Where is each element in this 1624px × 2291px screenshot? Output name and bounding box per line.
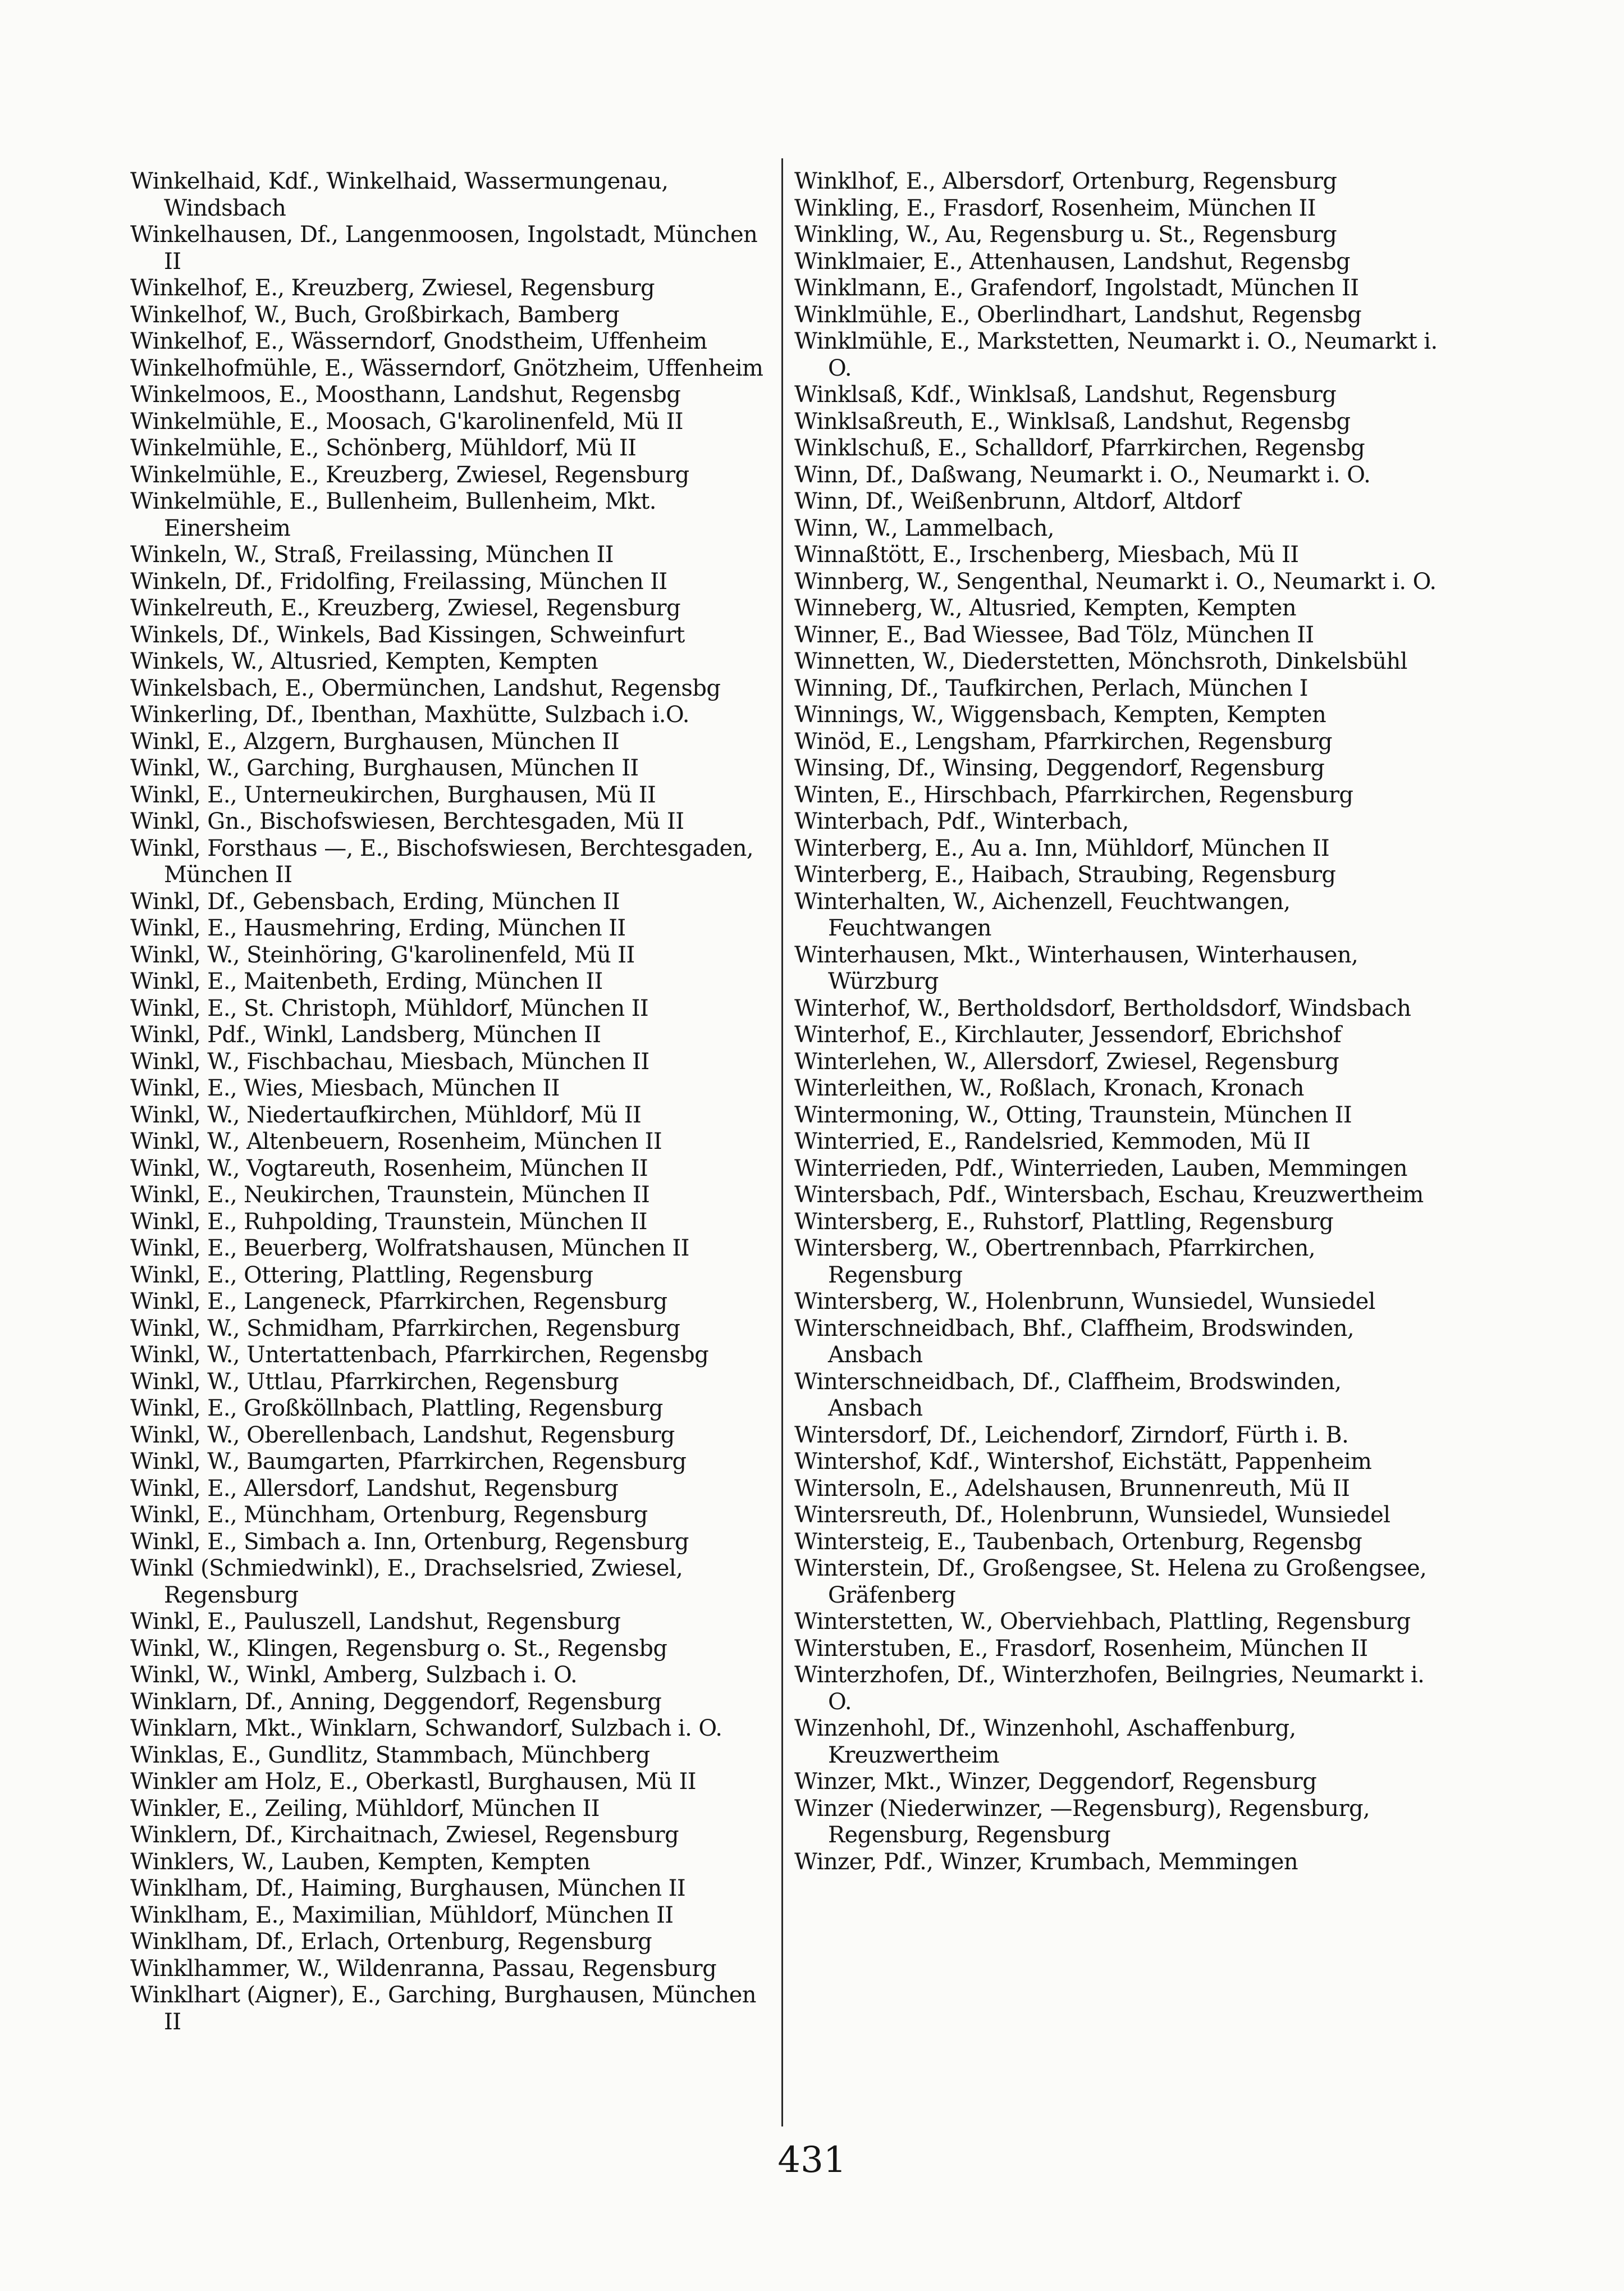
- gazetteer-entry: Wintersdorf, Df., Leichendorf, Zirndorf, Fürth i. B.: [794, 1422, 1349, 1448]
- gazetteer-entry: Winkelhaid, Kdf., Winkelhaid, Wassermungenau, Windsbach: [130, 168, 669, 221]
- gazetteer-entry: Winkl, W., Steinhöring, G'karolinenfeld, Mü II: [130, 942, 635, 968]
- gazetteer-entry: Winterschneidbach, Df., Claffheim, Brodswinden, Ansbach: [794, 1368, 1342, 1421]
- gazetteer-entry: Wintersbach, Pdf., Wintersbach, Eschau, Kreuzwertheim: [794, 1182, 1424, 1208]
- gazetteer-entry: Winterschneidbach, Bhf., Claffheim, Brodswinden, Ansbach: [794, 1315, 1355, 1368]
- gazetteer-entry: Winklham, Df., Erlach, Ortenburg, Regensburg: [130, 1929, 652, 1955]
- gazetteer-entry: Winkelhof, E., Kreuzberg, Zwiesel, Regensburg: [130, 275, 655, 301]
- gazetteer-entry: Winklarn, Mkt., Winklarn, Schwandorf, Sulzbach i. O.: [130, 1715, 722, 1741]
- gazetteer-entry: Winterhalten, W., Aichenzell, Feuchtwangen, Feuchtwangen: [794, 888, 1291, 941]
- gazetteer-entry: Wintersteig, E., Taubenbach, Ortenburg, Regensbg: [794, 1528, 1362, 1555]
- page-number: 431: [777, 2139, 847, 2181]
- gazetteer-entry: Wintersberg, E., Ruhstorf, Plattling, Regensburg: [794, 1208, 1334, 1235]
- left-column: [130, 168, 776, 2036]
- gazetteer-entry: Winklmühle, E., Oberlindhart, Landshut, Regensbg: [794, 302, 1362, 328]
- gazetteer-entry: Winnings, W., Wiggensbach, Kempten, Kempten: [794, 702, 1326, 728]
- gazetteer-entry: Winterstetten, W., Oberviehbach, Plattling, Regensburg: [794, 1609, 1411, 1635]
- gazetteer-entry: Winnetten, W., Diederstetten, Mönchsroth, Dinkelsbühl: [794, 649, 1407, 674]
- gazetteer-entry: Winkelmühle, E., Bullenheim, Bullenheim, Mkt. Einersheim: [130, 489, 656, 541]
- gazetteer-entry: Winklers, W., Lauben, Kempten, Kempten: [130, 1849, 591, 1875]
- gazetteer-entry: Winkeln, W., Straß, Freilassing, München II: [130, 542, 614, 568]
- gazetteer-entry: Winkelhausen, Df., Langenmoosen, Ingolstadt, München II: [130, 222, 758, 275]
- gazetteer-entry: Winkelhofmühle, E., Wässerndorf, Gnötzheim, Uffenheim: [130, 355, 763, 381]
- gazetteer-entry: Winterstein, Df., Großengsee, St. Helena zu Großengsee, Gräfenberg: [794, 1555, 1427, 1608]
- gazetteer-entry: Winterberg, E., Au a. Inn, Mühldorf, München II: [794, 835, 1330, 861]
- gazetteer-entry: Winkl, W., Schmidham, Pfarrkirchen, Regensburg: [130, 1315, 680, 1341]
- gazetteer-entry: Winzer, Mkt., Winzer, Deggendorf, Regensburg: [794, 1769, 1317, 1795]
- gazetteer-entry: Winkl (Schmiedwinkl), E., Drachselsried, Zwiesel, Regensburg: [130, 1555, 683, 1608]
- gazetteer-entry: Winterbach, Pdf., Winterbach,: [794, 809, 1129, 834]
- gazetteer-entry: Winöd, E., Lengsham, Pfarrkirchen, Regensburg: [794, 728, 1332, 755]
- gazetteer-entry: Winkelmühle, E., Schönberg, Mühldorf, Mü II: [130, 435, 637, 461]
- gazetteer-entry: Winklas, E., Gundlitz, Stammbach, Münchberg: [130, 1742, 650, 1768]
- gazetteer-entry: Winklhof, E., Albersdorf, Ortenburg, Regensburg: [794, 168, 1337, 194]
- gazetteer-entry: Winkl, W., Garching, Burghausen, München II: [130, 755, 639, 781]
- gazetteer-entry: Winkl, W., Untertattenbach, Pfarrkirchen, Regensbg: [130, 1342, 709, 1368]
- gazetteer-entry: Winkl, E., Alzgern, Burghausen, München II: [130, 728, 619, 755]
- gazetteer-entry: Winkelsbach, E., Obermünchen, Landshut, Regensbg: [130, 675, 721, 701]
- gazetteer-entry: Winkelreuth, E., Kreuzberg, Zwiesel, Regensburg: [130, 595, 680, 621]
- gazetteer-entry: Winkl, W., Uttlau, Pfarrkirchen, Regensburg: [130, 1368, 619, 1395]
- gazetteer-entry: Winkl, W., Vogtareuth, Rosenheim, München II: [130, 1155, 648, 1181]
- gazetteer-entry: Winkl, E., Pauluszell, Landshut, Regensburg: [130, 1609, 621, 1635]
- gazetteer-entry: Winkl, Pdf., Winkl, Landsberg, München II: [130, 1022, 601, 1048]
- gazetteer-entry: Winkl, E., Großköllnbach, Plattling, Regensburg: [130, 1395, 663, 1421]
- gazetteer-entry: Winklarn, Df., Anning, Deggendorf, Regensburg: [130, 1688, 662, 1715]
- gazetteer-entry: Winterrieden, Pdf., Winterrieden, Lauben, Memmingen: [794, 1155, 1407, 1181]
- gazetteer-entry: Winkl, W., Oberellenbach, Landshut, Regensburg: [130, 1422, 675, 1448]
- gazetteer-entry: Winkl, W., Winkl, Amberg, Sulzbach i. O.: [130, 1662, 578, 1688]
- gazetteer-entry: Winkler, E., Zeiling, Mühldorf, München II: [130, 1795, 600, 1822]
- gazetteer-entry: Winkl, W., Klingen, Regensburg o. St., Regensbg: [130, 1635, 667, 1662]
- gazetteer-entry: Winn, Df., Weißenbrunn, Altdorf, Altdorf: [794, 489, 1241, 514]
- gazetteer-entry: Winning, Df., Taufkirchen, Perlach, München I: [794, 675, 1308, 701]
- gazetteer-entry: Winterzhofen, Df., Winterzhofen, Beilngries, Neumarkt i. O.: [794, 1662, 1425, 1715]
- gazetteer-entry: Winterberg, E., Haibach, Straubing, Regensburg: [794, 862, 1336, 888]
- gazetteer-entry: Winkelmühle, E., Kreuzberg, Zwiesel, Regensburg: [130, 462, 689, 488]
- gazetteer-entry: Winneberg, W., Altusried, Kempten, Kempten: [794, 595, 1297, 621]
- gazetteer-entry: Winklham, Df., Haiming, Burghausen, München II: [130, 1875, 686, 1901]
- gazetteer-entry: Winkl, E., Unterneukirchen, Burghausen, Mü II: [130, 782, 656, 808]
- gazetteer-entry: Winkl, W., Niedertaufkirchen, Mühldorf, Mü II: [130, 1102, 642, 1128]
- gazetteer-entry: Winkl, E., Allersdorf, Landshut, Regensburg: [130, 1475, 619, 1502]
- gazetteer-entry: Winklhart (Aigner), E., Garching, Burghausen, München II: [130, 1982, 756, 2035]
- gazetteer-entry: Winkl, E., Beuerberg, Wolfratshausen, München II: [130, 1235, 689, 1261]
- gazetteer-entry: Winterried, E., Randelsried, Kemmoden, Mü II: [794, 1129, 1311, 1154]
- gazetteer-entry: Winnberg, W., Sengenthal, Neumarkt i. O., Neumarkt i. O.: [794, 568, 1437, 595]
- gazetteer-entry: Winsing, Df., Winsing, Deggendorf, Regensburg: [794, 755, 1325, 781]
- gazetteer-entry: Winkels, Df., Winkels, Bad Kissingen, Schweinfurt: [130, 622, 685, 648]
- gazetteer-entry: Wintersreuth, Df., Holenbrunn, Wunsiedel, Wunsiedel: [794, 1502, 1390, 1528]
- gazetteer-entry: Winkl, Forsthaus —, E., Bischofswiesen, Berchtesgaden, München II: [130, 835, 754, 888]
- gazetteer-entry: Winterleithen, W., Roßlach, Kronach, Kronach: [794, 1075, 1304, 1101]
- gazetteer-entry: Winkelmühle, E., Moosach, G'karolinenfeld, Mü II: [130, 408, 684, 435]
- gazetteer-entry: Winterhausen, Mkt., Winterhausen, Winterhausen, Würzburg: [794, 942, 1358, 994]
- gazetteer-entry: Winklmann, E., Grafendorf, Ingolstadt, München II: [794, 275, 1359, 301]
- gazetteer-entry: Winner, E., Bad Wiessee, Bad Tölz, München II: [794, 622, 1314, 648]
- gazetteer-entry: Winkl, E., Ruhpolding, Traunstein, München II: [130, 1208, 647, 1235]
- gazetteer-entry: Winkerling, Df., Ibenthan, Maxhütte, Sulzbach i.O.: [130, 702, 689, 728]
- gazetteer-entry: Winkl, E., Neukirchen, Traunstein, München II: [130, 1182, 650, 1208]
- gazetteer-entry: Wintersoln, E., Adelshausen, Brunnenreuth, Mü II: [794, 1475, 1350, 1502]
- gazetteer-entry: Winkelhof, E., Wässerndorf, Gnodstheim, Uffenheim: [130, 328, 707, 354]
- gazetteer-entry: Winkels, W., Altusried, Kempten, Kempten: [130, 649, 598, 674]
- gazetteer-entry: Winkl, E., Ottering, Plattling, Regensburg: [130, 1262, 593, 1288]
- gazetteer-entry: Wintershof, Kdf., Wintershof, Eichstätt, Pappenheim: [794, 1449, 1372, 1475]
- column-divider: [781, 158, 783, 2126]
- gazetteer-entry: Winklsaß, Kdf., Winklsaß, Landshut, Regensburg: [794, 382, 1337, 408]
- gazetteer-entry: Winkl, E., Langeneck, Pfarrkirchen, Regensburg: [130, 1289, 667, 1315]
- gazetteer-entry: Winzer, Pdf., Winzer, Krumbach, Memmingen: [794, 1849, 1298, 1875]
- gazetteer-entry: Winkelhof, W., Buch, Großbirkach, Bamberg: [130, 302, 619, 328]
- gazetteer-entry: Wintersberg, W., Holenbrunn, Wunsiedel, Wunsiedel: [794, 1289, 1375, 1315]
- gazetteer-entry: Winkelmoos, E., Moosthann, Landshut, Regensbg: [130, 382, 681, 408]
- gazetteer-entry: Winklschuß, E., Schalldorf, Pfarrkirchen, Regensbg: [794, 435, 1365, 461]
- gazetteer-entry: Winterstuben, E., Frasdorf, Rosenheim, München II: [794, 1635, 1368, 1662]
- gazetteer-entry: Winzer (Niederwinzer, —Regensburg), Regensburg, Regensburg, Regensburg: [794, 1795, 1370, 1848]
- gazetteer-entry: Winkl, E., Hausmehring, Erding, München II: [130, 915, 626, 941]
- gazetteer-entry: Winkling, W., Au, Regensburg u. St., Regensburg: [794, 222, 1337, 248]
- gazetteer-entry: Winn, W., Lammelbach,: [794, 515, 1054, 541]
- gazetteer-entry: Winkl, W., Baumgarten, Pfarrkirchen, Regensburg: [130, 1449, 687, 1475]
- gazetteer-entry: Winklham, E., Maximilian, Mühldorf, München II: [130, 1902, 674, 1928]
- gazetteer-entry: Winkeln, Df., Fridolfing, Freilassing, München II: [130, 568, 667, 595]
- gazetteer-entry: Winterlehen, W., Allersdorf, Zwiesel, Regensburg: [794, 1048, 1339, 1075]
- right-column: [794, 168, 1440, 1875]
- gazetteer-entry: Winklmühle, E., Markstetten, Neumarkt i. O., Neumarkt i. O.: [794, 328, 1438, 381]
- gazetteer-entry: Winnaßtött, E., Irschenberg, Miesbach, Mü II: [794, 542, 1299, 568]
- gazetteer-entry: Winkl, W., Fischbachau, Miesbach, München II: [130, 1048, 649, 1075]
- gazetteer-entry: Winterhof, E., Kirchlauter, Jessendorf, Ebrichshof: [794, 1022, 1341, 1048]
- gazetteer-entry: Wintersberg, W., Obertrennbach, Pfarrkirchen, Regensburg: [794, 1235, 1315, 1288]
- gazetteer-entry: Winklsaßreuth, E., Winklsaß, Landshut, Regensbg: [794, 408, 1351, 435]
- gazetteer-entry: Winkl, W., Altenbeuern, Rosenheim, München II: [130, 1129, 662, 1154]
- gazetteer-entry: Winkl, E., Wies, Miesbach, München II: [130, 1075, 560, 1101]
- gazetteer-entry: Winkl, E., Simbach a. Inn, Ortenburg, Regensburg: [130, 1528, 689, 1555]
- gazetteer-entry: Winkl, E., Maitenbeth, Erding, München II: [130, 969, 603, 994]
- gazetteer-entry: Winklhammer, W., Wildenranna, Passau, Regensburg: [130, 1955, 717, 1982]
- gazetteer-entry: Winten, E., Hirschbach, Pfarrkirchen, Regensburg: [794, 782, 1353, 808]
- gazetteer-entry: Wintermoning, W., Otting, Traunstein, München II: [794, 1102, 1352, 1128]
- gazetteer-entry: Winterhof, W., Bertholdsdorf, Bertholdsdorf, Windsbach: [794, 995, 1411, 1021]
- gazetteer-entry: Winn, Df., Daßwang, Neumarkt i. O., Neumarkt i. O.: [794, 462, 1371, 488]
- gazetteer-entry: Winkl, Gn., Bischofswiesen, Berchtesgaden, Mü II: [130, 809, 684, 834]
- gazetteer-entry: Winkler am Holz, E., Oberkastl, Burghausen, Mü II: [130, 1769, 696, 1795]
- gazetteer-entry: Winkl, Df., Gebensbach, Erding, München II: [130, 888, 620, 915]
- gazetteer-entry: Winklmaier, E., Attenhausen, Landshut, Regensbg: [794, 248, 1350, 275]
- gazetteer-entry: Winzenhohl, Df., Winzenhohl, Aschaffenburg, Kreuzwertheim: [794, 1715, 1296, 1768]
- gazetteer-entry: Winkl, E., Münchham, Ortenburg, Regensburg: [130, 1502, 648, 1528]
- gazetteer-entry: Winkl, E., St. Christoph, Mühldorf, München II: [130, 995, 649, 1021]
- gazetteer-entry: Winkling, E., Frasdorf, Rosenheim, München II: [794, 195, 1316, 221]
- gazetteer-entry: Winklern, Df., Kirchaitnach, Zwiesel, Regensburg: [130, 1822, 679, 1848]
